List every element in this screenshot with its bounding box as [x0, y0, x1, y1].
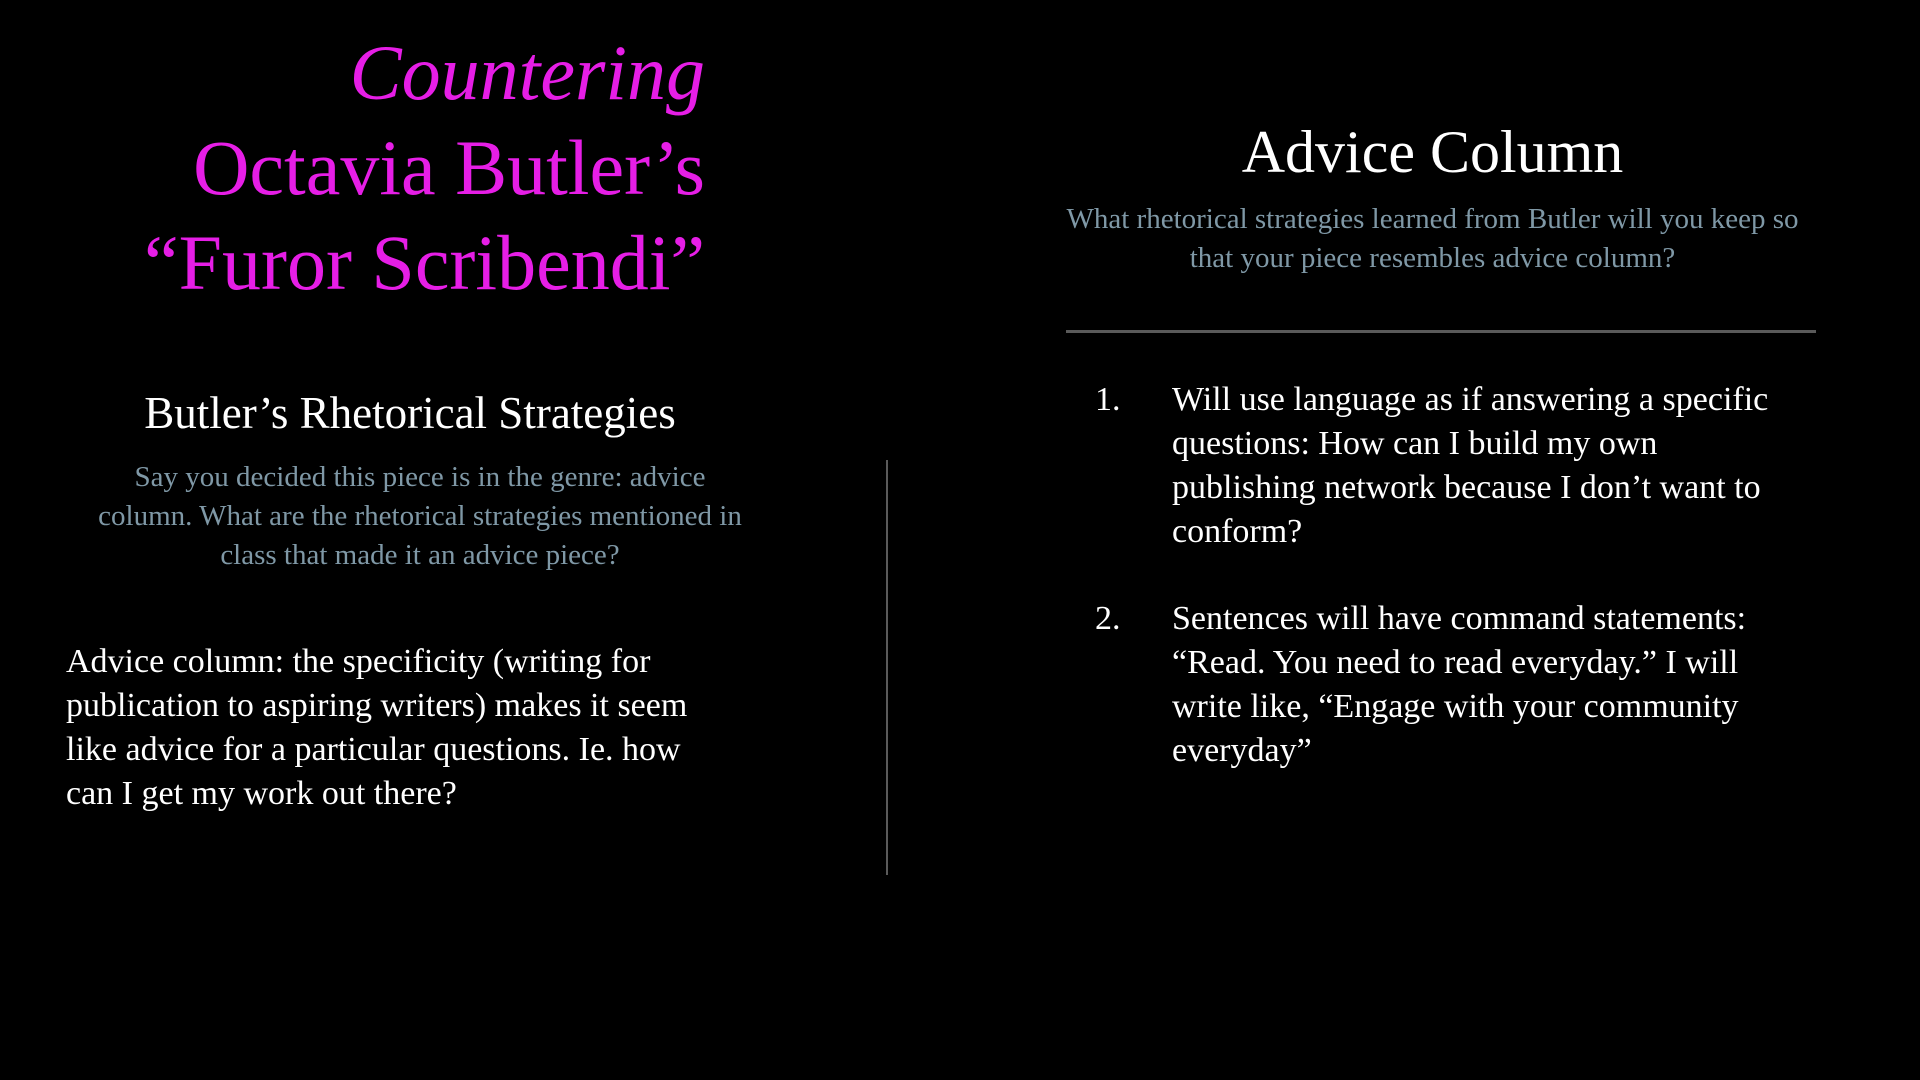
title-line-2: Octavia Butler’s — [193, 124, 705, 211]
left-section-prompt: Say you decided this piece is in the genre: advice column. What are the rhetorical strategies mentioned in class that made it an advice piece? — [98, 461, 742, 571]
left-section-heading: Butler’s Rhetorical Strategies — [144, 388, 676, 438]
title-line-1: Countering — [349, 29, 705, 116]
list-item-text: Will use language as if answering a specific questions: How can I build my own publishing network because I don’t want to conform? — [1172, 381, 1769, 550]
numbered-list — [1095, 378, 1775, 816]
slide-title — [60, 25, 705, 310]
title-line-3: “Furor Scribendi” — [143, 219, 705, 306]
list-item — [1095, 378, 1775, 554]
list-item-number: 1. — [1095, 381, 1121, 418]
list-item-text: Sentences will have command statements: “Read. You need to read everyday.” I will write like, “Engage with your community everyday” — [1172, 600, 1747, 769]
vertical-divider — [886, 460, 888, 875]
right-section-heading: Advice Column — [1241, 119, 1624, 185]
left-section-body: Advice column: the specificity (writing for publication to aspiring writers) makes it seem like advice for a particular questions. Ie. how can I get my work out there? — [66, 643, 688, 812]
list-item — [1095, 597, 1775, 773]
horizontal-divider — [1066, 330, 1816, 333]
right-section-prompt: What rhetorical strategies learned from Butler will you keep so that your piece resembles advice column? — [1066, 203, 1799, 274]
list-item-number: 2. — [1095, 600, 1121, 637]
